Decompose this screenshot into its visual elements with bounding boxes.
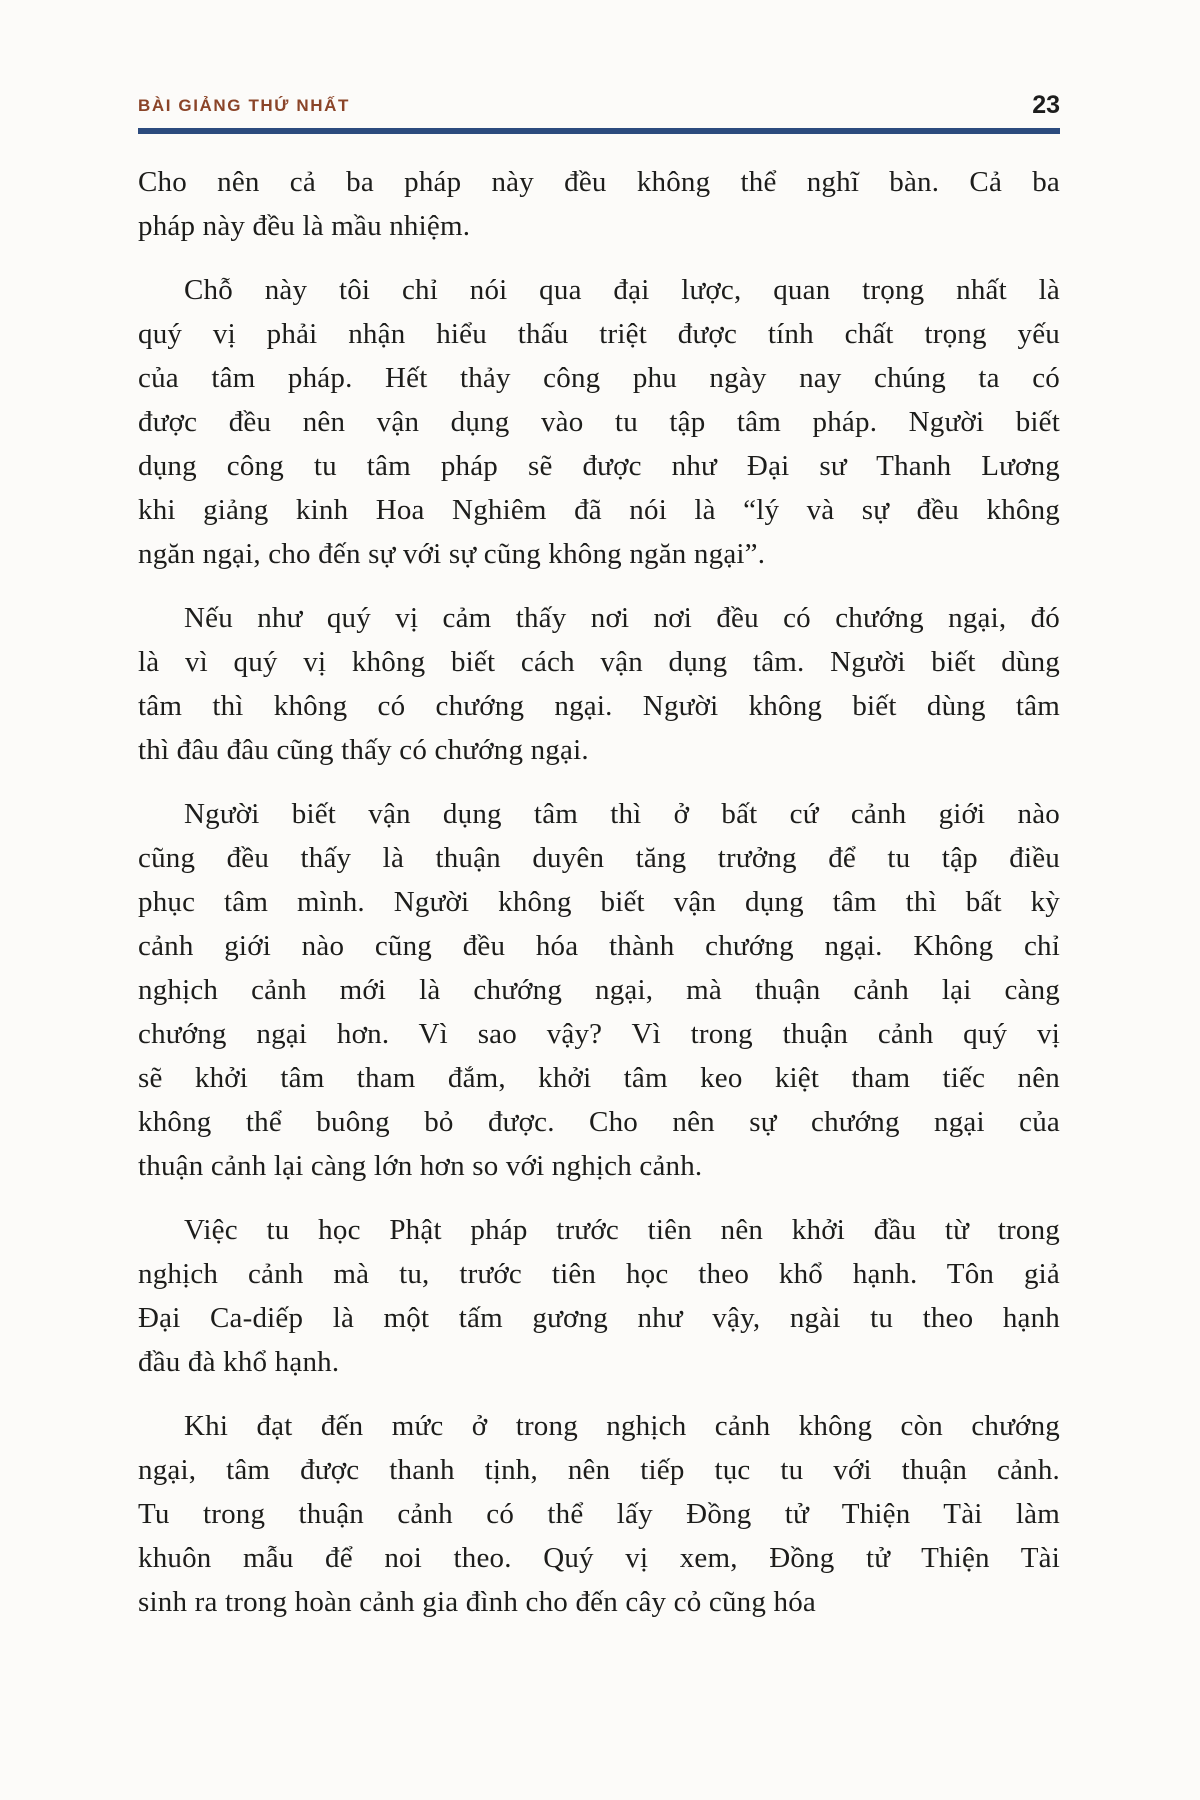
text-line: cảnh giới nào cũng đều hóa thành chướng ngại. Không chỉ [138, 930, 1060, 962]
header-rule [138, 128, 1060, 134]
text-line: Nếu như quý vị cảm thấy nơi nơi đều có chướng ngại, đó [184, 602, 1060, 634]
text-line: Khi đạt đến mức ở trong nghịch cảnh không còn chướng [184, 1410, 1060, 1442]
text-line: ngăn ngại, cho đến sự với sự cũng không ngăn ngại”. [138, 538, 766, 570]
text-line: dụng công tu tâm pháp sẽ được như Đại sư Thanh Lương [138, 450, 1060, 482]
text-line: nghịch cảnh mới là chướng ngại, mà thuận cảnh lại càng [138, 974, 1060, 1006]
text-line: Việc tu học Phật pháp trước tiên nên khởi đầu từ trong [184, 1214, 1060, 1246]
text-line: khuôn mẫu để noi theo. Quý vị xem, Đồng tử Thiện Tài [138, 1542, 1060, 1574]
text-line: nghịch cảnh mà tu, trước tiên học theo khổ hạnh. Tôn giả [138, 1258, 1060, 1290]
text-line: pháp này đều là mầu nhiệm. [138, 210, 471, 242]
text-column [138, 160, 1060, 1624]
text-line: chướng ngại hơn. Vì sao vậy? Vì trong thuận cảnh quý vị [138, 1018, 1060, 1050]
text-line: quý vị phải nhận hiểu thấu triệt được tính chất trọng yếu [138, 318, 1060, 350]
paragraph [138, 792, 1060, 1188]
text-line: Tu trong thuận cảnh có thể lấy Đồng tử Thiện Tài làm [138, 1498, 1060, 1530]
page-header [138, 84, 1060, 118]
text-line: sẽ khởi tâm tham đắm, khởi tâm keo kiệt tham tiếc nên [138, 1062, 1060, 1094]
text-line: phục tâm mình. Người không biết vận dụng tâm thì bất kỳ [138, 886, 1060, 918]
running-head-title: BÀI GIẢNG THỨ NHẤT [138, 96, 350, 115]
text-line: Cho nên cả ba pháp này đều không thể nghĩ bàn. Cả ba [138, 166, 1060, 198]
paragraph [138, 1208, 1060, 1384]
text-line: đầu đà khổ hạnh. [138, 1346, 340, 1378]
text-line: Người biết vận dụng tâm thì ở bất cứ cảnh giới nào [184, 798, 1060, 830]
text-line: thuận cảnh lại càng lớn hơn so với nghịch cảnh. [138, 1150, 703, 1182]
text-line: của tâm pháp. Hết thảy công phu ngày nay chúng ta có [138, 362, 1060, 394]
text-line: không thể buông bỏ được. Cho nên sự chướng ngại của [138, 1106, 1060, 1138]
text-line: Chỗ này tôi chỉ nói qua đại lược, quan trọng nhất là [184, 274, 1060, 306]
paragraph [138, 268, 1060, 576]
text-line: được đều nên vận dụng vào tu tập tâm pháp. Người biết [138, 406, 1060, 438]
paragraph [138, 1404, 1060, 1624]
text-line: cũng đều thấy là thuận duyên tăng trưởng để tu tập điều [138, 842, 1060, 874]
text-line: Đại Ca-diếp là một tấm gương như vậy, ngài tu theo hạnh [138, 1302, 1060, 1334]
paragraph [138, 596, 1060, 772]
paragraph [138, 160, 1060, 248]
text-line: thì đâu đâu cũng thấy có chướng ngại. [138, 734, 589, 766]
text-line: ngại, tâm được thanh tịnh, nên tiếp tục tu với thuận cảnh. [138, 1454, 1060, 1486]
text-line: khi giảng kinh Hoa Nghiêm đã nói là “lý và sự đều không [138, 494, 1060, 526]
text-line: tâm thì không có chướng ngại. Người không biết dùng tâm [138, 690, 1060, 722]
page-number: 23 [1032, 91, 1060, 119]
text-line: sinh ra trong hoàn cảnh gia đình cho đến cây cỏ cũng hóa [138, 1586, 816, 1618]
text-line: là vì quý vị không biết cách vận dụng tâm. Người biết dùng [138, 646, 1060, 678]
